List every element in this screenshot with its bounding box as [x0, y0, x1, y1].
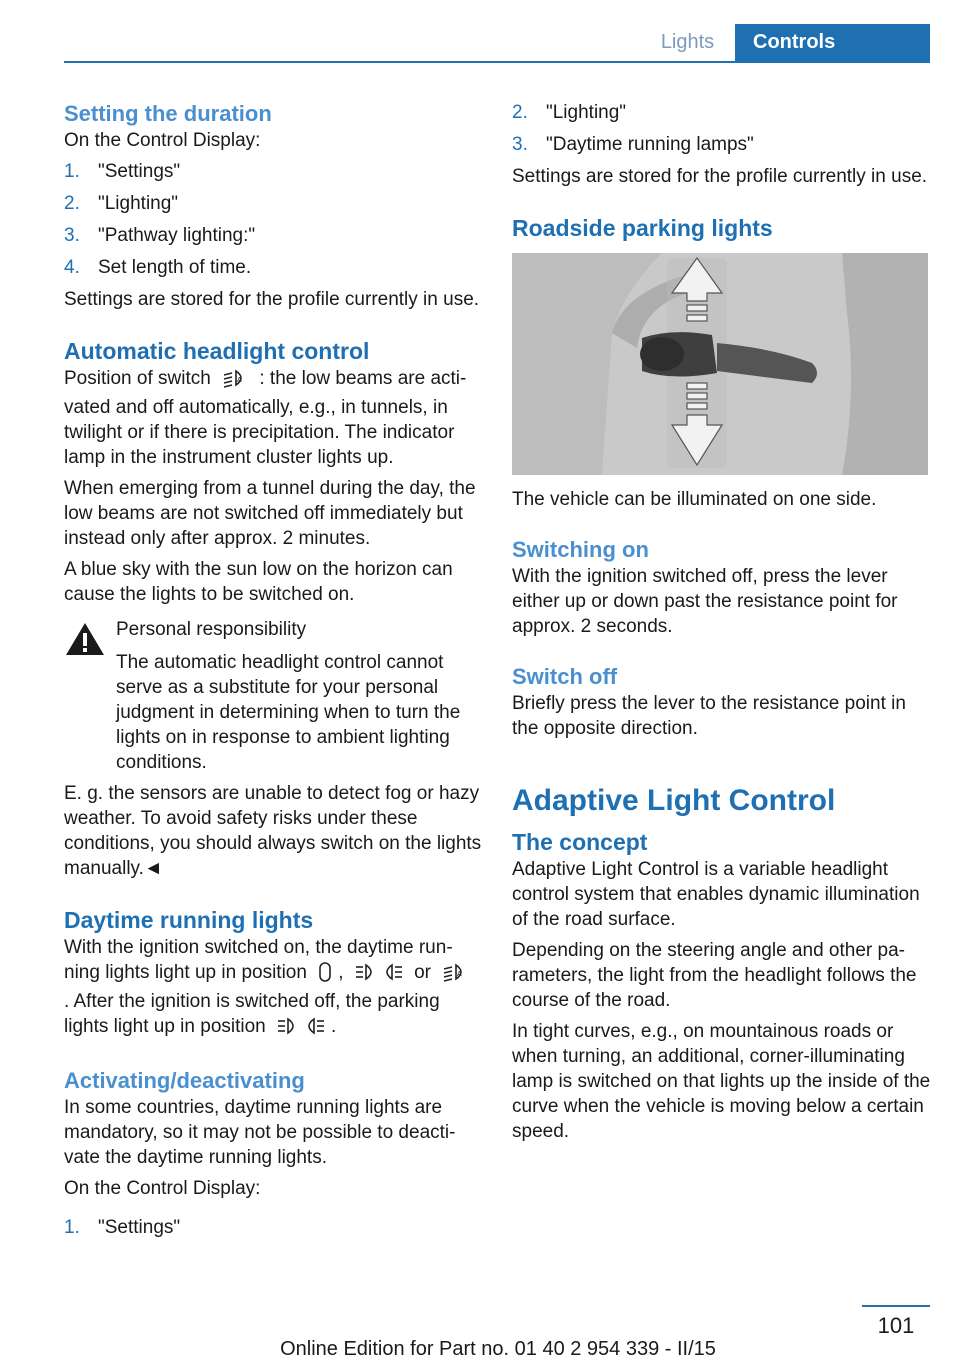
list-text: "Lighting" — [546, 102, 627, 123]
page-number: 101 — [877, 1313, 915, 1338]
alc-paragraph-2: Depending on the steering angle and other parameters, the light from the headlight follows the course of the road. — [512, 940, 917, 1011]
header-rule — [64, 61, 930, 63]
text-run: . — [331, 1016, 337, 1037]
section-title-setting-duration: Setting the duration — [64, 101, 272, 126]
section-title-concept: The concept — [512, 829, 648, 855]
list-text: "Lighting" — [98, 193, 179, 214]
switch-off-text: Briefly press the lever to the resistance point in the opposite direction. — [512, 693, 906, 739]
warning-text-2: E. g. the sensors are unable to detect fog or hazy weather. To avoid safety risks under these conditions, you should always switch on the lights manually.◄ — [64, 783, 482, 879]
figure-caption: The vehicle can be illuminated on one side. — [512, 489, 877, 510]
text-run: Position of switch — [64, 368, 211, 389]
profile-note: Settings are stored for the profile currently in use. — [64, 289, 480, 310]
page-number-rule — [862, 1305, 930, 1307]
warning-block — [64, 617, 482, 775]
auto-headlight-icon — [442, 962, 468, 989]
list-item — [64, 191, 482, 216]
svg-text:A: A — [457, 971, 462, 978]
list-number: 3. — [64, 225, 80, 246]
section-title-roadside: Roadside parking lights — [512, 215, 773, 241]
list-number: 2. — [512, 102, 528, 123]
list-item — [64, 159, 482, 184]
header-tab-lights[interactable]: Lights — [660, 31, 715, 53]
profile-note: Settings are stored for the profile currently in use. — [512, 166, 928, 187]
tunnel-paragraph: When emerging from a tunnel during the day, the low beams are not switched off immediately but instead only after approx. 2 minutes. — [64, 478, 476, 549]
text-run: With the ignition switched on, the daytime running lights light up in position — [64, 937, 453, 983]
text-run: : the low beams are activated and off automatically, e.g., in tunnels, in twilight or if there is precipitation. The indicator lamp in the instrument cluster lights up. — [64, 368, 467, 468]
steps-list — [512, 100, 932, 157]
right-column — [512, 100, 932, 1150]
list-number: 1. — [64, 1217, 80, 1238]
steps-list — [64, 1215, 482, 1240]
list-text: Set length of time. — [98, 257, 252, 278]
list-item — [64, 255, 482, 280]
warning-text — [116, 650, 482, 775]
list-number: 1. — [64, 161, 80, 182]
list-number: 2. — [64, 193, 80, 214]
section-title-switch-off: Switch off — [512, 664, 618, 689]
list-text: "Settings" — [98, 161, 181, 182]
activating-paragraph: In some countries, daytime running lights are mandatory, so it may not be possible to deactivate the daytime running lights. — [64, 1097, 456, 1168]
edition-footer: Online Edition for Part no. 01 40 2 954 339 - II/15 — [280, 1338, 716, 1360]
alc-paragraph-3: In tight curves, e.g., on mountainous roads or when turning, an additional, corner-illuminating lamp is switched on that lights up the inside of the curve when the vehicle is moving below a certain speed. — [512, 1021, 931, 1142]
svg-text:A: A — [237, 377, 242, 384]
header-tab-controls[interactable]: Controls — [735, 24, 930, 61]
list-number: 4. — [64, 257, 80, 278]
chapter-title-alc: Adaptive Light Control — [512, 784, 836, 817]
warning-icon — [64, 621, 106, 664]
list-text: "Pathway lighting:" — [98, 225, 256, 246]
blue-sky-paragraph: A blue sky with the sun low on the horizon can cause the lights to be switched on. — [64, 559, 453, 605]
section-title-activating: Activating/deactivating — [64, 1068, 305, 1093]
text-run: , — [338, 962, 344, 983]
section-title-daytime: Daytime running lights — [64, 907, 314, 933]
switching-on-text: With the ignition switched off, press the lever either up or down past the resistance point for approx. 2 seconds. — [512, 566, 898, 637]
text-run: The automatic headlight control cannot serve as a substitute for your personal judgment in determining when to turn the lights on in response to ambient lighting conditions. — [116, 652, 461, 773]
steps-list — [64, 159, 482, 280]
list-text: "Daytime running lamps" — [546, 134, 754, 155]
auto-headlight-paragraph — [64, 366, 482, 470]
list-item — [64, 223, 482, 248]
daytime-paragraph — [64, 935, 482, 1043]
text-run: . After the ignition is switched off, the parking lights light up in position — [64, 991, 440, 1037]
alc-paragraph-1: Adaptive Light Control is a variable headlight control system that enables dynamic illumination of the road surface. — [512, 859, 920, 930]
list-item — [512, 100, 932, 125]
auto-headlight-icon — [222, 368, 248, 395]
intro-text: On the Control Display: — [64, 1178, 261, 1199]
list-item — [512, 132, 932, 157]
text-run: or — [414, 962, 431, 983]
switch-off-position-icon — [318, 962, 332, 989]
list-text: "Settings" — [98, 1217, 181, 1238]
section-title-auto-headlight: Automatic headlight control — [64, 338, 370, 364]
intro-text: On the Control Display: — [64, 130, 261, 151]
parking-lights-icon — [277, 1016, 325, 1043]
warning-title: Personal responsibility — [116, 619, 307, 640]
list-item — [64, 1215, 482, 1240]
lever-illustration — [512, 253, 928, 475]
list-number: 3. — [512, 134, 528, 155]
left-column — [64, 100, 482, 1247]
parking-lights-icon — [355, 962, 403, 989]
section-title-switching-on: Switching on — [512, 537, 649, 562]
